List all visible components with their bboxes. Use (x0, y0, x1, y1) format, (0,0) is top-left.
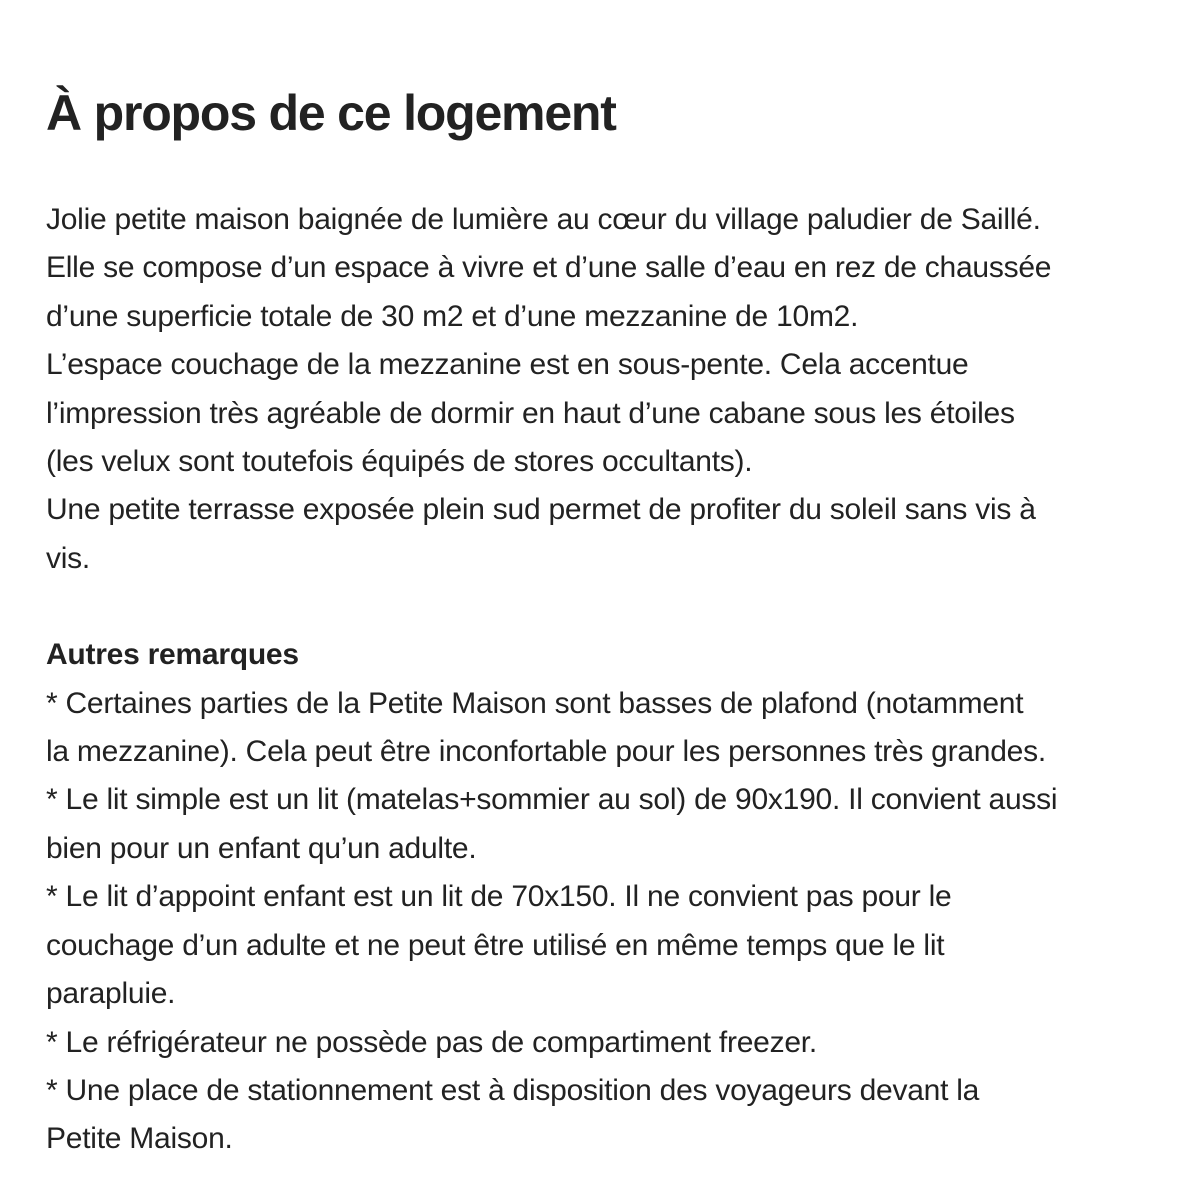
remark-line: * Le réfrigérateur ne possède pas de compartiment freezer. (46, 1025, 817, 1059)
about-listing-section (46, 78, 1166, 1164)
remark-line: * Le lit d’appoint enfant est un lit de 70x150. Il ne convient pas pour le (46, 880, 952, 914)
description-line: L’espace couchage de la mezzanine est en sous-pente. Cela accentue (46, 348, 969, 382)
remark-line: Petite Maison. (46, 1122, 233, 1156)
description-line: Jolie petite maison baignée de lumière au cœur du village paludier de Saillé. (46, 203, 1041, 236)
description-line: vis. (46, 541, 90, 575)
description-line: d’une superficie totale de 30 m2 et d’une mezzanine de 10m2. (46, 299, 859, 333)
description-line: Une petite terrasse exposée plein sud permet de profiter du soleil sans vis à (46, 493, 1036, 527)
description-line: (les velux sont toutefois équipés de stores occultants). (46, 445, 753, 479)
description-line: Elle se compose d’un espace à vivre et d’une salle d’eau en rez de chaussée (46, 251, 1052, 285)
remark-line: * Une place de stationnement est à disposition des voyageurs devant la (46, 1073, 980, 1107)
remark-line: couchage d’un adulte et ne peut être utilisé en même temps que le lit (46, 928, 945, 962)
remark-line: * Le lit simple est un lit (matelas+sommier au sol) de 90x190. Il convient aussi (46, 783, 1058, 817)
remarks-heading: Autres remarques (46, 638, 299, 672)
listing-description (46, 196, 1166, 583)
remark-line: * Certaines parties de la Petite Maison sont basses de plafond (notamment (46, 686, 1024, 720)
remarks-list (46, 680, 1166, 1164)
remark-line: parapluie. (46, 977, 176, 1011)
page-title: À propos de ce logement (46, 85, 616, 141)
description-line: l’impression très agréable de dormir en haut d’une cabane sous les étoiles (46, 396, 1015, 430)
remark-line: bien pour un enfant qu’un adulte. (46, 831, 477, 865)
remark-line: la mezzanine). Cela peut être inconfortable pour les personnes très grandes. (46, 735, 1046, 769)
